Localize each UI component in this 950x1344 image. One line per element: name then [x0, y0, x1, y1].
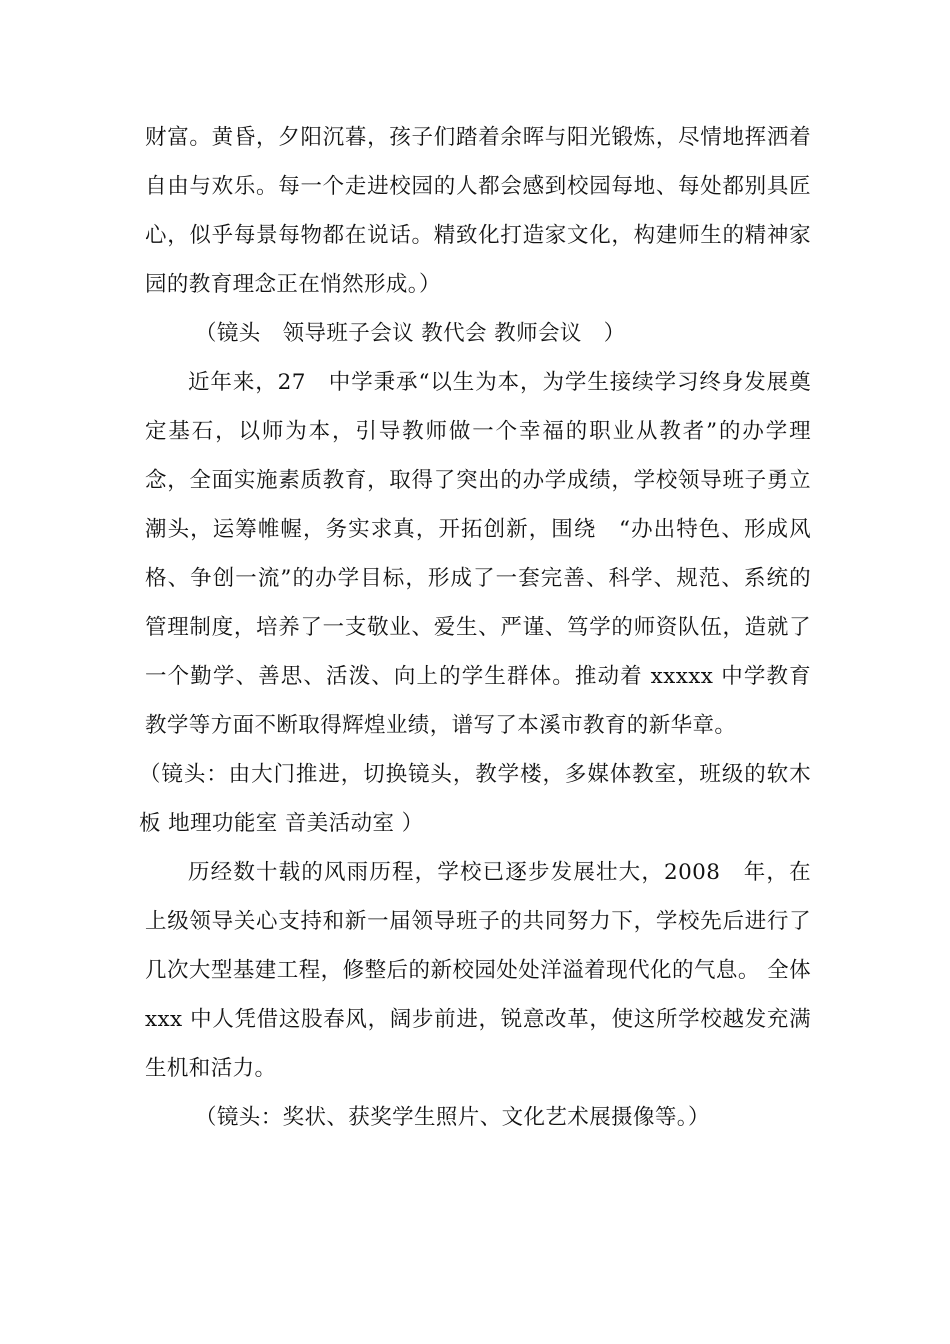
- camera-note-awards: （镜头：奖状、获奖学生照片、文化艺术展摄像等。）: [195, 1105, 710, 1130]
- paragraph-school-history: 历经数十载的风雨历程，学校已逐步发展壮大，2008 年，在上级领导关心支持和新一届领导班子的共同努力下，学校先后进行了几次大型基建工程，修整后的新校园处处洋溢着现代化的气息。 全体 xxx 中人凭借这股春风，阔步前进，锐意改革，使这所学校越发充满生机和活力。: [145, 860, 811, 1081]
- document-body: [139, 113, 811, 1142]
- paragraph-continuation: 财富。黄昏，夕阳沉暮，孩子们踏着余晖与阳光锻炼，尽情地挥洒着自由与欢乐。每一个走进校园的人都会感到校园每地、每处都别具匠心，似乎每景每物都在说话。精致化打造家文化，构建师生的精神家园的教育理念正在悄然形成。）: [145, 125, 811, 297]
- paragraph-school-philosophy: 近年来，27 中学秉承“以生为本，为学生接续学习终身发展奠定基石，以师为本，引导教师做一个幸福的职业从教者”的办学理念，全面实施素质教育，取得了突出的办学成绩，学校领导班子勇立潮头，运筹帷幄，务实求真，开拓创新，围绕 “办出特色、形成风格、争创一流”的办学目标，形成了一套完善、科学、规范、系统的管理制度，培养了一支敬业、爱生、严谨、笃学的师资队伍，造就了一个勤学、善思、活泼、向上的学生群体。推动着 xxxxx 中学教育教学等方面不断取得辉煌业绩，谱写了本溪市教育的新华章。: [145, 370, 811, 738]
- camera-note-campus-tour: （镜头：由大门推进，切换镜头，教学楼，多媒体教室，班级的软木板 地理功能室 音美活动室 ）: [139, 762, 811, 836]
- camera-note-leadership-meeting: （镜头 领导班子会议 教代会 教师会议 ）: [195, 321, 626, 346]
